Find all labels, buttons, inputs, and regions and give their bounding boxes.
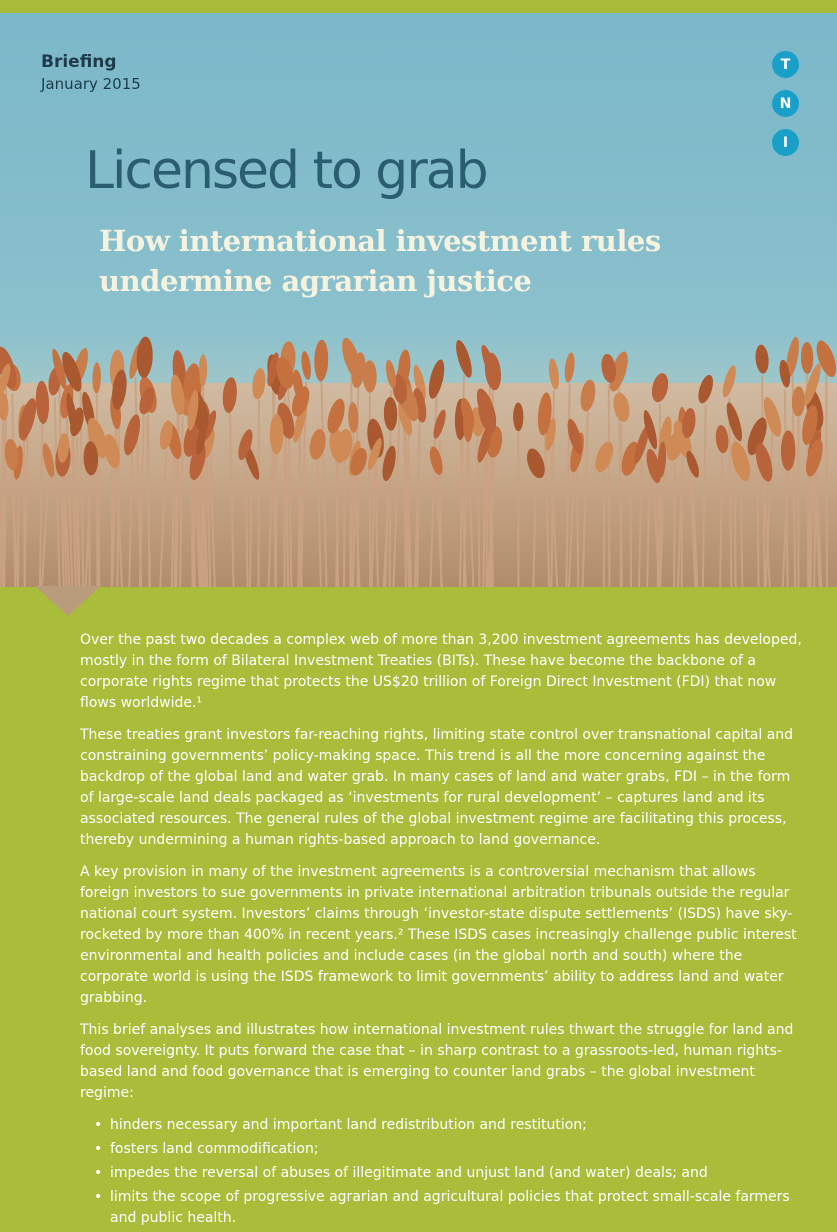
reed-plume xyxy=(300,350,313,380)
tni-logo-letter-i: I xyxy=(772,129,799,156)
reed-stem xyxy=(604,473,605,587)
reed-stem xyxy=(630,475,631,587)
briefing-body xyxy=(80,630,802,1232)
reed-stem xyxy=(577,468,578,587)
tni-logo xyxy=(772,51,802,168)
reed-plume xyxy=(754,344,769,374)
reed-stem xyxy=(674,462,675,587)
reed-stem xyxy=(487,432,488,587)
list-item: • limits the scope of progressive agrarian and agricultural policies that protect small-scale farmers and public health. xyxy=(110,1187,802,1229)
reed-plume xyxy=(453,338,475,379)
cover-photo xyxy=(0,13,837,587)
document-title: Licensed to grab xyxy=(85,131,487,211)
subtitle-line-1: How international investment rules xyxy=(99,224,661,258)
reed-plume xyxy=(801,342,814,374)
tni-logo-letter-t: T xyxy=(772,51,799,78)
subtitle-line-2: undermine agrarian justice xyxy=(99,264,531,298)
body-paragraph-1: Over the past two decades a complex web of more than 3,200 investment agreements has developed, mostly in the form of Bilateral Investment Treaties (BITs). These have become the backbone of a corporate rights regime that protects the US$20 trillion of Foreign Direct Investment (FDI) that now flows worldwide.¹ xyxy=(80,630,802,714)
list-item: • impedes the reversal of abuses of illegitimate and unjust land (and water) deals; and xyxy=(110,1163,802,1184)
reed-stem xyxy=(344,461,345,587)
document-subtitle xyxy=(99,221,719,301)
reed-plume xyxy=(198,354,207,386)
tni-logo-letter-n: N xyxy=(772,90,799,117)
list-item: • hinders necessary and important land redistribution and restitution; xyxy=(110,1115,802,1136)
reed-stem xyxy=(358,478,359,587)
reed-plume xyxy=(314,340,329,382)
body-paragraph-3: A key provision in many of the investment agreements is a controversial mechanism that allows foreign investors to sue governments in private international arbitration tribunals outside the regular national court system. Investors’ claims through ‘investor-state dispute settlements’ (ISDS) have sky-rocketed by more than 400% in recent years.² These ISDS cases increasingly challenge public interest environmental and health policies and include cases (in the global north and south) where the corporate world is using the ISDS framework to limit governments’ ability to address land and water grabbing. xyxy=(80,862,802,1009)
reed-stem xyxy=(826,375,827,587)
body-paragraph-4: This brief analyses and illustrates how international investment rules thwart the struggle for land and food sovereignty. It puts forward the case that – in sharp contrast to a grassroots-led, human rights-based land and food governance that is emerging to counter land grabs – the global investment regime: xyxy=(80,1020,802,1104)
publication-date: January 2015 xyxy=(41,74,141,94)
reed-stem xyxy=(621,423,622,587)
reed-plume xyxy=(136,336,154,378)
reed-stem xyxy=(276,450,277,587)
body-paragraph-2: These treaties grant investors far-reaching rights, limiting state control over transnational capital and constraining governments’ policy-making space. This trend is all the more concerning against the backdrop of the global land and water grab. In many cases of land and water grabs, FDI – in the form of large-scale land deals packaged as ‘investments for rural development’ – captures land and its associated resources. The general rules of the global investment regime are facilitating this process, thereby undermining a human rights-based approach to land governance. xyxy=(80,725,802,851)
reed-plume xyxy=(563,352,576,383)
top-color-bar xyxy=(0,0,837,13)
list-item: • fosters land commodification; xyxy=(110,1139,802,1160)
photo-notch-pointer xyxy=(35,586,101,616)
briefing-label: Briefing xyxy=(41,51,117,73)
reed-field-illustration xyxy=(0,323,837,587)
reed-stem xyxy=(250,477,251,587)
reed-stem xyxy=(609,384,610,587)
impacts-list xyxy=(80,1115,802,1229)
